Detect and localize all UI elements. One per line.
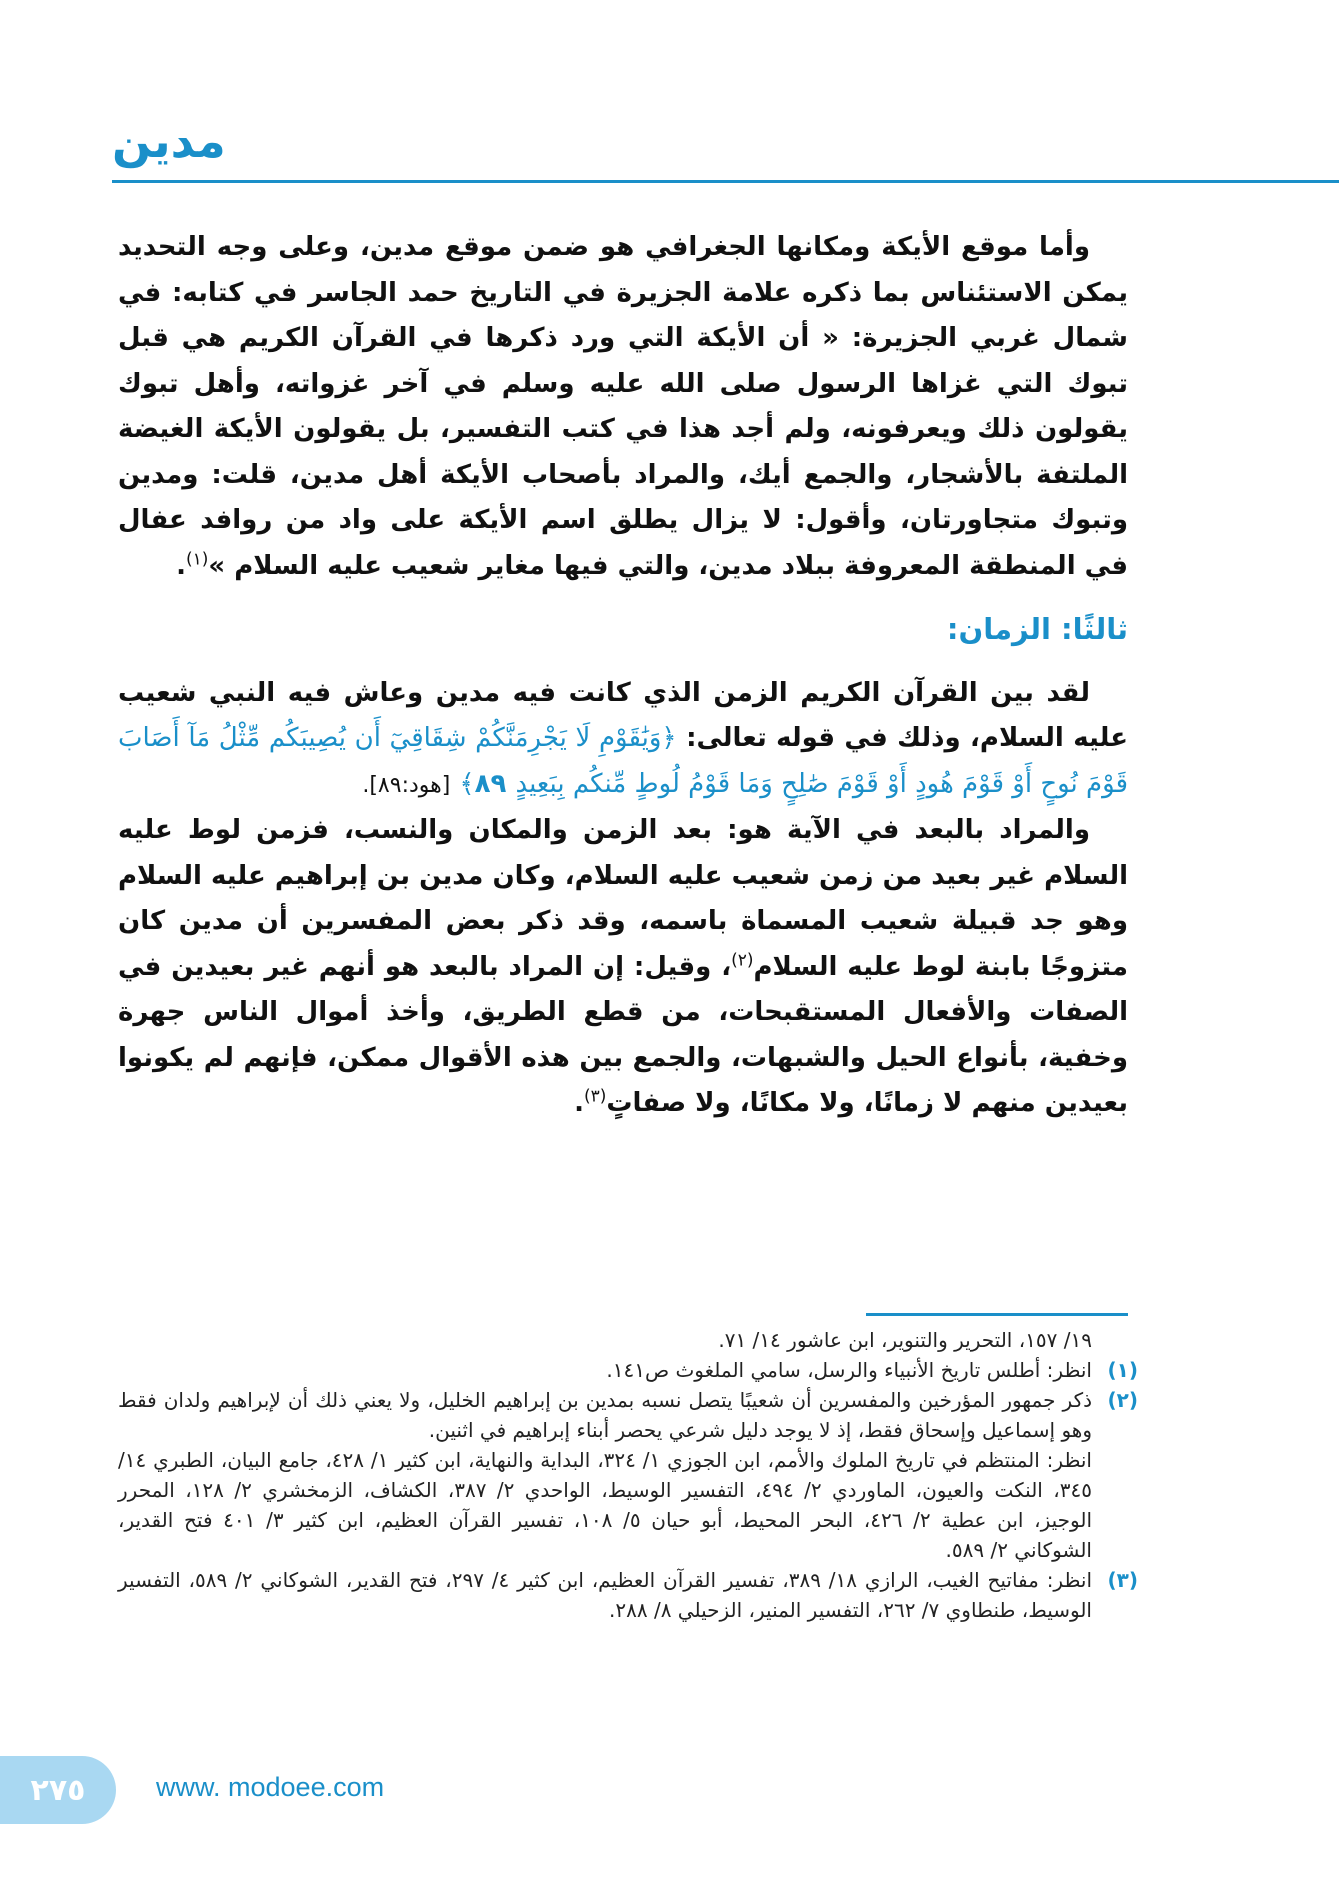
- footnote-1: [118, 1355, 1138, 1385]
- paragraph-3-text: والمراد بالبعد في الآية هو: بعد الزمن والمكان والنسب، فزمن لوط عليه السلام غير بعيد من زمن شعيب عليه السلام، وكان مدين بن إبراهيم عليه السلام وهو جد قبيلة شعيب المسماة باسمه، وقد ذكر بعض المفسرين أن مدين كان متزوجًا بابنة لوط عليه السلام: [118, 815, 1128, 982]
- paragraph-3-end: .: [574, 1088, 584, 1118]
- footnote-number: (٢): [1107, 1388, 1138, 1412]
- verse-close-bracket: ﴾: [459, 768, 475, 799]
- website-link[interactable]: www. modoee.com: [156, 1772, 385, 1802]
- footnote-carry-spacer: [1092, 1325, 1138, 1355]
- paragraph-1-text: وأما موقع الأيكة ومكانها الجغرافي هو ضمن موقع مدين، وعلى وجه التحديد يمكن الاستئناس بما ذكره علامة الجزيرة في التاريخ حمد الجاسر في كتابه: في شمال غربي الجزيرة: « أن الأيكة التي ورد ذكرها في القرآن الكريم هي قبل تبوك التي غزاها الرسول صلى الله عليه وسلم في آخر غزواته، وأهل تبوك يقولون ذلك ويعرفونه، ولم أجد هذا في كتب التفسير، بل يقولون الأيكة الغيضة الملتفة بالأشجار، والجمع أيك، والمراد بأصحاب الأيكة أهل مدين، قلت: ومدين وتبوك متجاورتان، وأقول: لا يزال يطلق اسم الأيكة على واد من روافد عفال في المنطقة المعروفة ببلاد مدين، والتي فيها مغاير شعيب عليه السلام »: [118, 232, 1128, 581]
- page-number: ٢٧٥: [30, 1772, 86, 1808]
- paragraph-2: [118, 671, 1128, 809]
- footnote-number: (٣): [1107, 1568, 1138, 1592]
- section-heading: ثالثًا: الزمان:: [946, 612, 1128, 646]
- page-number-badge: [0, 1756, 116, 1824]
- verse-number: ٨٩: [474, 768, 507, 799]
- footnote-number: (١): [1107, 1358, 1138, 1382]
- paragraph-2-intro: لقد بين القرآن الكريم الزمن الذي كانت فيه مدين وعاش فيه النبي شعيب عليه السلام، وذلك في قوله تعالى:: [118, 677, 1128, 753]
- header-divider: [112, 180, 1339, 183]
- footnote-ref-2[interactable]: (٢): [731, 949, 754, 970]
- footnote-text: انظر: مفاتيح الغيب، الرازي ١٨/ ٣٨٩، تفسير القرآن العظيم، ابن كثير ٤/ ٢٩٧، فتح القدير، الشوكاني ٢/ ٥٨٩، التفسير الوسيط، طنطاوي ٧/ ٢٦٢، التفسير المنير، الزحيلي ٨/ ٢٨٨.: [118, 1568, 1092, 1622]
- footnote-text: انظر: المنتظم في تاريخ الملوك والأمم، ابن الجوزي ١/ ٣٢٤، البداية والنهاية، ابن كثير ١/ ٤٢٨، جامع البيان، الطبري ١٤/ ٣٤٥، النكت والعيون، الماوردي ٢/ ٤٩٤، التفسير الوسيط، الواحدي ٢/ ٣٨٧، الكشاف، الزمخشري ٢/ ١٢٨، المحرر الوجيز، ابن عطية ٢/ ٤٢٦، البحر المحيط، أبو حيان ٥/ ١٠٨، تفسير القرآن العظيم، ابن كثير ٣/ ٤٠١ فتح القدير، الشوكاني ٢/ ٥٨٩.: [118, 1448, 1092, 1562]
- page-title: مدين: [112, 114, 226, 168]
- footnote-ref-3[interactable]: (٣): [583, 1086, 607, 1107]
- quran-verse: ﴿وَيَٰقَوْمِ لَا يَجْرِمَنَّكُمْ شِقَاقِيٓ أَن يُصِيبَكُم مِّثْلُ مَآ أَصَابَ قَوْمَ نُوحٍ أَوْ قَوْمَ هُودٍ أَوْ قَوْمَ صَٰلِحٍ وَمَا قَوْمُ لُوطٍ مِّنكُم بِبَعِيدٍ: [118, 723, 1128, 799]
- footnote-2: [118, 1385, 1138, 1565]
- footnote-divider: [866, 1313, 1128, 1316]
- main-text: [118, 225, 1128, 1127]
- paragraph-1: [118, 225, 1128, 589]
- paragraph-3: [118, 808, 1128, 1127]
- footnote-3: [118, 1565, 1138, 1625]
- footnote-ref-1[interactable]: (١): [185, 548, 209, 569]
- paragraph-1-end: .: [176, 550, 186, 581]
- verse-reference: [هود:٨٩].: [362, 772, 451, 798]
- footnotes: [118, 1325, 1138, 1625]
- footnote-text: ذكر جمهور المؤرخين والمفسرين أن شعيبًا يتصل نسبه بمدين بن إبراهيم الخليل، ولا يعني ذلك أن لإبراهيم ولدان فقط وهو إسماعيل وإسحاق فقط، إذ لا يوجد دليل شرعي يحصر أبناء إبراهيم في اثنين.: [118, 1388, 1092, 1442]
- footnote-text: انظر: أطلس تاريخ الأنبياء والرسل، سامي الملغوث ص١٤١.: [606, 1358, 1092, 1382]
- paragraph-3-text-b: ، وقيل: إن المراد بالبعد هو أنهم غير بعيدين في الصفات والأفعال المستقبحات، من قطع الطريق، وأخذ أموال الناس جهرة وخفية، بأنواع الحيل والشبهات، والجمع بين هذه الأقوال ممكن، فإنهم لم يكونوا بعيدين منهم لا زمانًا، ولا مكانًا، ولا صفاتٍ: [118, 951, 1128, 1118]
- footnote-carry: [118, 1325, 1138, 1355]
- footnote-carry-text: ١٩/ ١٥٧، التحرير والتنوير، ابن عاشور ١٤/ ٧١.: [718, 1328, 1092, 1352]
